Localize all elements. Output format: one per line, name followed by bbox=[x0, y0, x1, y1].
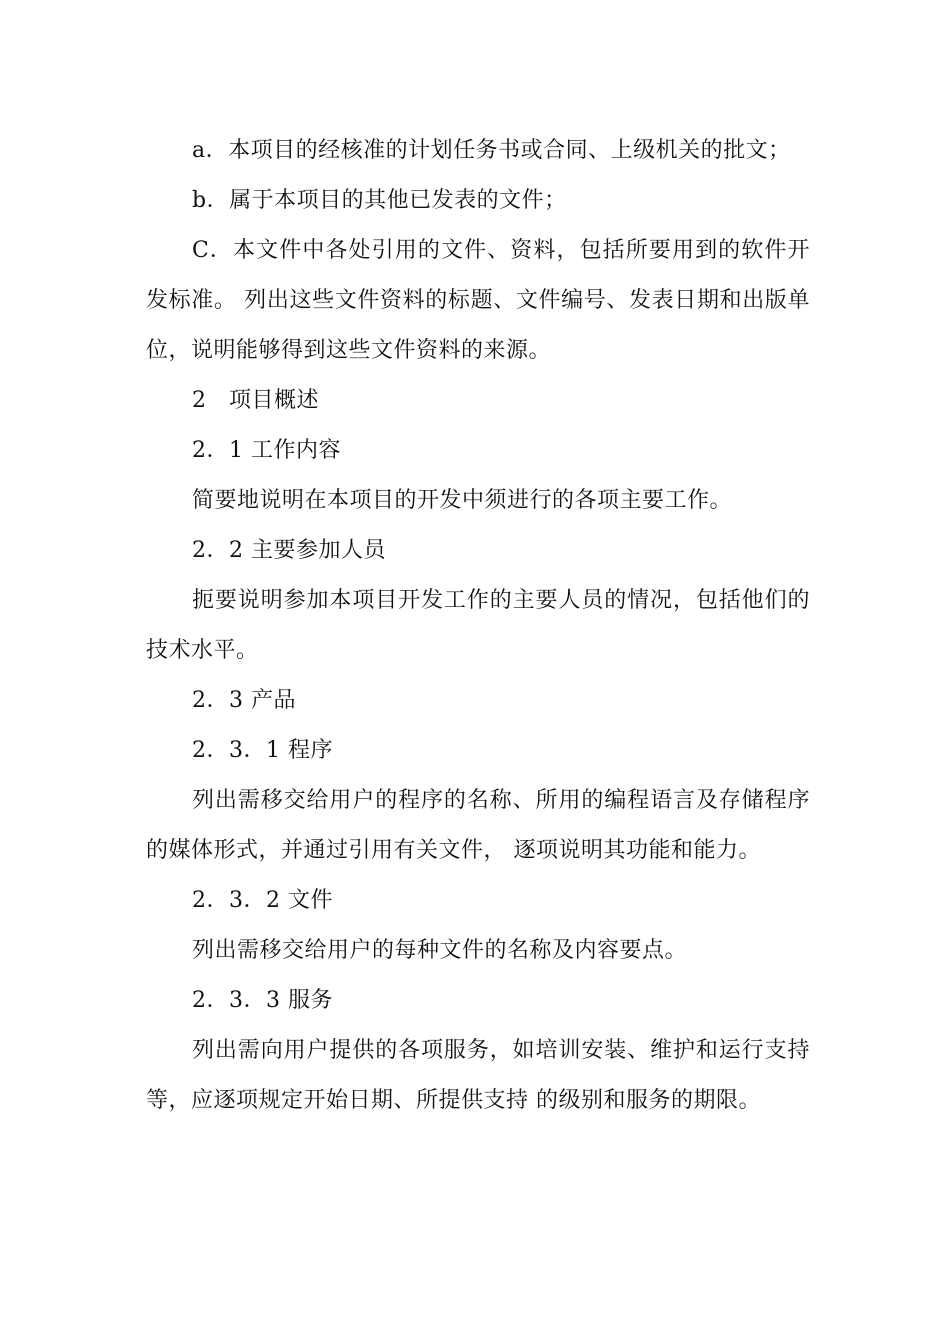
paragraph-main-participants: 扼要说明参加本项目开发工作的主要人员的情况，包括他们的技术水平。 bbox=[146, 588, 810, 663]
heading-work-content: 2．1 工作内容 bbox=[192, 438, 341, 463]
heading-programs: 2．3．1 程序 bbox=[192, 738, 333, 763]
paragraph-services: 列出需向用户提供的各项服务，如培训安装、维护和运行支持等，应逐项规定开始日期、所提供支持 的级别和服务的期限。 bbox=[146, 1038, 810, 1113]
heading-products: 2．3 产品 bbox=[192, 688, 296, 713]
paragraph-programs: 列出需移交给用户的程序的名称、所用的编程语言及存储程序的媒体形式，并通过引用有关文件， 逐项说明其功能和能力。 bbox=[146, 788, 810, 863]
paragraph-reference-published: b．属于本项目的其他已发表的文件； bbox=[192, 188, 567, 213]
document-body bbox=[146, 126, 810, 1126]
heading-main-participants: 2．2 主要参加人员 bbox=[192, 538, 386, 563]
heading-project-overview: 2 项目概述 bbox=[192, 388, 319, 413]
paragraph-documents: 列出需移交给用户的每种文件的名称及内容要点。 bbox=[192, 938, 688, 963]
paragraph-work-content: 简要地说明在本项目的开发中须进行的各项主要工作。 bbox=[192, 488, 733, 513]
heading-services: 2．3．3 服务 bbox=[192, 988, 333, 1013]
paragraph-reference-cited: C．本文件中各处引用的文件、资料，包括所要用到的软件开发标准。 列出这些文件资料的标题、文件编号、发表日期和出版单位，说明能够得到这些文件资料的来源。 bbox=[146, 238, 810, 363]
heading-documents: 2．3．2 文件 bbox=[192, 888, 333, 913]
paragraph-reference-approval: a．本项目的经核准的计划任务书或合同、上级机关的批文； bbox=[192, 138, 791, 163]
